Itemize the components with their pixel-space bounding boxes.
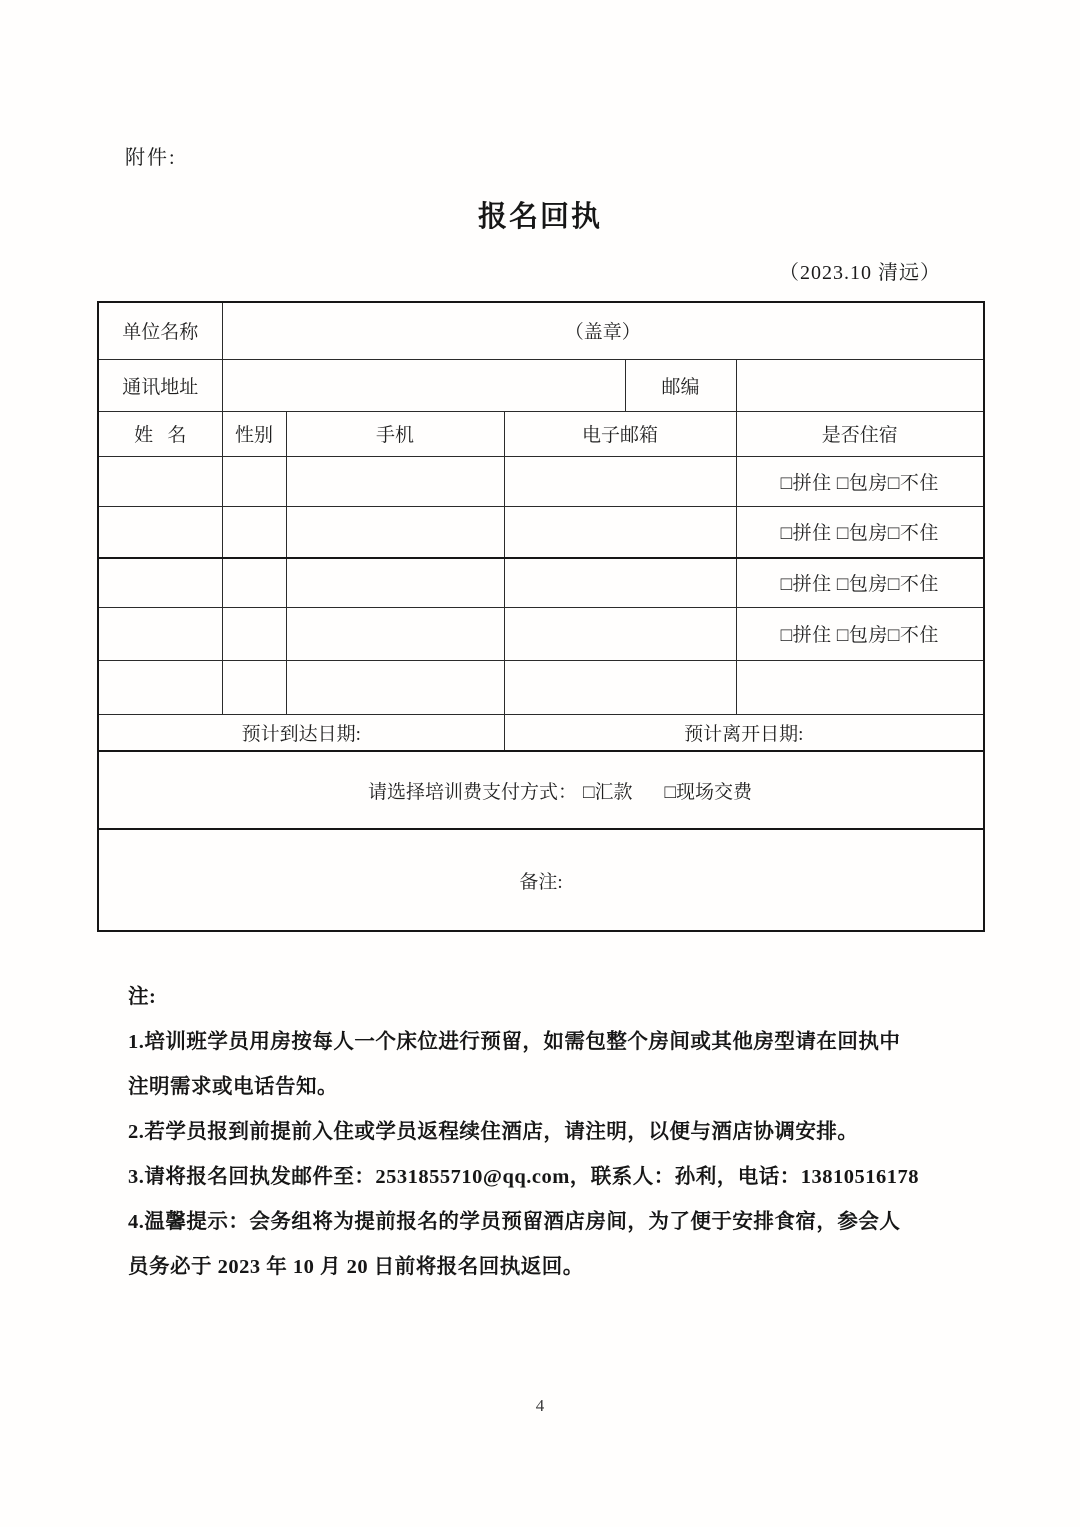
header-gender: 性别 — [222, 411, 286, 456]
address-cell — [222, 359, 625, 411]
unit-name-cell — [222, 302, 984, 359]
email-cell — [504, 558, 736, 607]
email-cell — [504, 456, 736, 506]
attendee-row — [98, 607, 984, 660]
gender-cell — [222, 607, 286, 660]
lodging-options-cell — [736, 660, 984, 714]
payment-option-onsite: □现场交费 — [664, 781, 752, 803]
name-cell — [98, 660, 222, 714]
gender-cell — [222, 456, 286, 506]
note-line: 2.若学员报到前提前入住或学员返程续住酒店，请注明，以便与酒店协调安排。 — [128, 1121, 859, 1143]
page-title: 报名回执 — [477, 201, 602, 233]
mobile-cell — [286, 607, 504, 660]
mobile-cell — [286, 558, 504, 607]
unit-name-row — [98, 302, 984, 359]
header-mobile: 手机 — [286, 411, 504, 456]
note-line: 员务必于 2023 年 10 月 20 日前将报名回执返回。 — [128, 1256, 584, 1278]
attachment-label: 附件: — [125, 147, 177, 169]
lodging-options-cell: □拼住 □包房□不住 — [736, 456, 984, 506]
gender-cell — [222, 506, 286, 558]
postcode-cell — [736, 359, 984, 411]
mobile-cell — [286, 506, 504, 558]
lodging-options-cell: □拼住 □包房□不住 — [736, 607, 984, 660]
address-label: 通讯地址 — [98, 359, 222, 411]
remarks-label: 备注: — [98, 829, 984, 931]
notes-section — [128, 975, 974, 1290]
note-line: 4.温馨提示：会务组将为提前报名的学员预留酒店房间，为了便于安排食宿，参会人 — [128, 1211, 901, 1233]
notes-heading: 注: — [128, 986, 157, 1008]
payment-cell — [98, 751, 984, 829]
payment-prompt: 请选择培训费支付方式： — [368, 781, 578, 803]
name-cell — [98, 558, 222, 607]
email-cell — [504, 607, 736, 660]
email-cell — [504, 660, 736, 714]
attendee-row — [98, 558, 984, 607]
header-email: 电子邮箱 — [504, 411, 736, 456]
gender-cell — [222, 558, 286, 607]
name-cell — [98, 607, 222, 660]
table-header-row — [98, 411, 984, 456]
payment-row — [98, 751, 984, 829]
unit-name-label: 单位名称 — [98, 302, 222, 359]
attendee-row-empty — [98, 660, 984, 714]
attendee-row — [98, 456, 984, 506]
note-line: 1.培训班学员用房按每人一个床位进行预留，如需包整个房间或其他房型请在回执中 — [128, 1031, 901, 1053]
seal-label: （盖章） — [564, 322, 641, 344]
header-lodging: 是否住宿 — [736, 411, 984, 456]
arrival-date-label: 预计到达日期: — [98, 714, 504, 751]
address-row — [98, 359, 984, 411]
date-location-note: （2023.10 清远） — [779, 262, 941, 284]
note-line: 3.请将报名回执发邮件至：2531855710@qq.com，联系人：孙利，电话：13810516178 — [128, 1166, 920, 1188]
note-line: 注明需求或电话告知。 — [128, 1076, 338, 1098]
header-name: 姓 名 — [98, 411, 222, 456]
mobile-cell — [286, 660, 504, 714]
mobile-cell — [286, 456, 504, 506]
dates-row — [98, 714, 984, 751]
registration-form-table — [97, 301, 985, 932]
lodging-options-cell: □拼住 □包房□不住 — [736, 506, 984, 558]
postcode-label: 邮编 — [625, 359, 736, 411]
name-cell — [98, 456, 222, 506]
payment-option-remit: □汇款 — [583, 781, 633, 803]
lodging-options-cell: □拼住 □包房□不住 — [736, 558, 984, 607]
email-cell — [504, 506, 736, 558]
remarks-row — [98, 829, 984, 931]
departure-date-label: 预计离开日期: — [504, 714, 984, 751]
name-cell — [98, 506, 222, 558]
gender-cell — [222, 660, 286, 714]
attendee-row — [98, 506, 984, 558]
page-number: 4 — [535, 1396, 545, 1415]
